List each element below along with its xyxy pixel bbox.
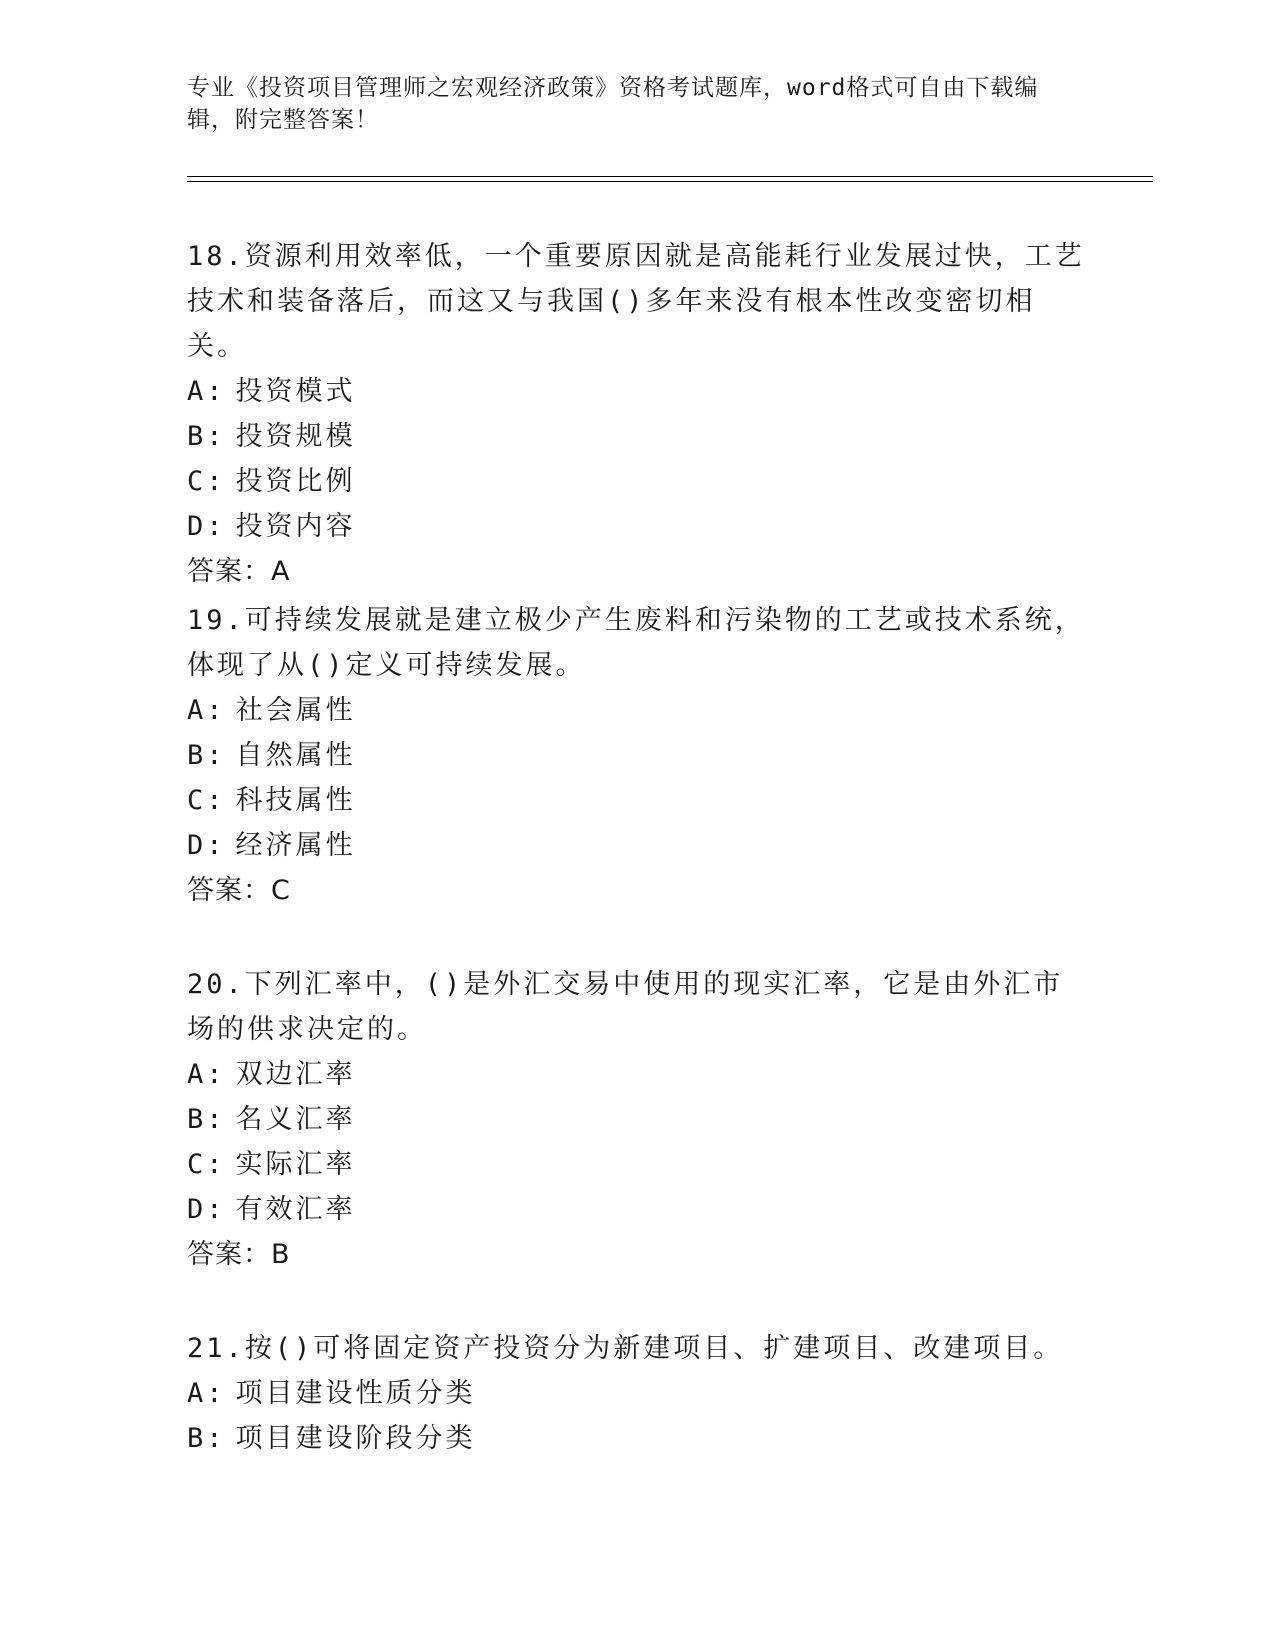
option-c xyxy=(187,1142,1087,1187)
option-b xyxy=(187,1416,1087,1461)
option-c xyxy=(187,459,1087,504)
option-letter: D: xyxy=(187,830,226,861)
option-d xyxy=(187,1187,1087,1232)
option-letter: B: xyxy=(187,1104,226,1135)
option-b xyxy=(187,414,1087,459)
option-letter: B: xyxy=(187,740,226,771)
option-text: 投资规模 xyxy=(235,421,356,452)
option-d xyxy=(187,504,1087,549)
option-letter: B: xyxy=(187,421,226,452)
option-a xyxy=(187,1052,1087,1097)
header-divider-top xyxy=(187,176,1153,177)
option-a xyxy=(187,1371,1087,1416)
option-text: 投资模式 xyxy=(235,376,356,407)
option-letter: A: xyxy=(187,376,226,407)
answer-label: 答案：A xyxy=(187,556,291,587)
answer-label: 答案：C xyxy=(187,875,291,906)
question-stem: 21.按()可将固定资产投资分为新建项目、扩建项目、改建项目。 xyxy=(187,1333,1064,1364)
option-text: 投资内容 xyxy=(235,511,356,542)
option-b xyxy=(187,1097,1087,1142)
question-18 xyxy=(187,234,1087,594)
question-19 xyxy=(187,598,1087,913)
option-letter: D: xyxy=(187,511,226,542)
option-letter: A: xyxy=(187,1378,226,1409)
option-text: 名义汇率 xyxy=(235,1104,356,1135)
option-letter: A: xyxy=(187,695,226,726)
option-letter: C: xyxy=(187,466,226,497)
question-stem: 18.资源利用效率低，一个重要原因就是高能耗行业发展过快，工艺技术和装备落后，而这又与我国()多年来没有根本性改变密切相关。 xyxy=(187,241,1085,362)
option-text: 科技属性 xyxy=(235,785,356,816)
option-letter: C: xyxy=(187,1149,226,1180)
option-text: 实际汇率 xyxy=(235,1149,356,1180)
option-text: 社会属性 xyxy=(235,695,356,726)
option-letter: B: xyxy=(187,1423,226,1454)
option-letter: A: xyxy=(187,1059,226,1090)
option-text: 经济属性 xyxy=(235,830,356,861)
option-letter: D: xyxy=(187,1194,226,1225)
option-letter: C: xyxy=(187,785,226,816)
option-a xyxy=(187,688,1087,733)
option-d xyxy=(187,823,1087,868)
option-b xyxy=(187,733,1087,778)
option-text: 投资比例 xyxy=(235,466,356,497)
document-header: 专业《投资项目管理师之宏观经济政策》资格考试题库，word格式可自由下载编辑，附完整答案！ xyxy=(187,75,1039,133)
option-a xyxy=(187,369,1087,414)
question-stem: 19.可持续发展就是建立极少产生废料和污染物的工艺或技术系统，体现了从()定义可持续发展。 xyxy=(187,605,1085,681)
question-20 xyxy=(187,962,1087,1277)
question-21 xyxy=(187,1326,1087,1461)
option-text: 自然属性 xyxy=(235,740,356,771)
option-text: 项目建设性质分类 xyxy=(235,1378,476,1409)
option-text: 有效汇率 xyxy=(235,1194,356,1225)
option-text: 项目建设阶段分类 xyxy=(235,1423,476,1454)
question-stem: 20.下列汇率中，()是外汇交易中使用的现实汇率，它是由外汇市场的供求决定的。 xyxy=(187,969,1064,1045)
answer-label: 答案：B xyxy=(187,1239,291,1270)
option-c xyxy=(187,778,1087,823)
option-text: 双边汇率 xyxy=(235,1059,356,1090)
header-divider-bottom xyxy=(187,181,1153,182)
